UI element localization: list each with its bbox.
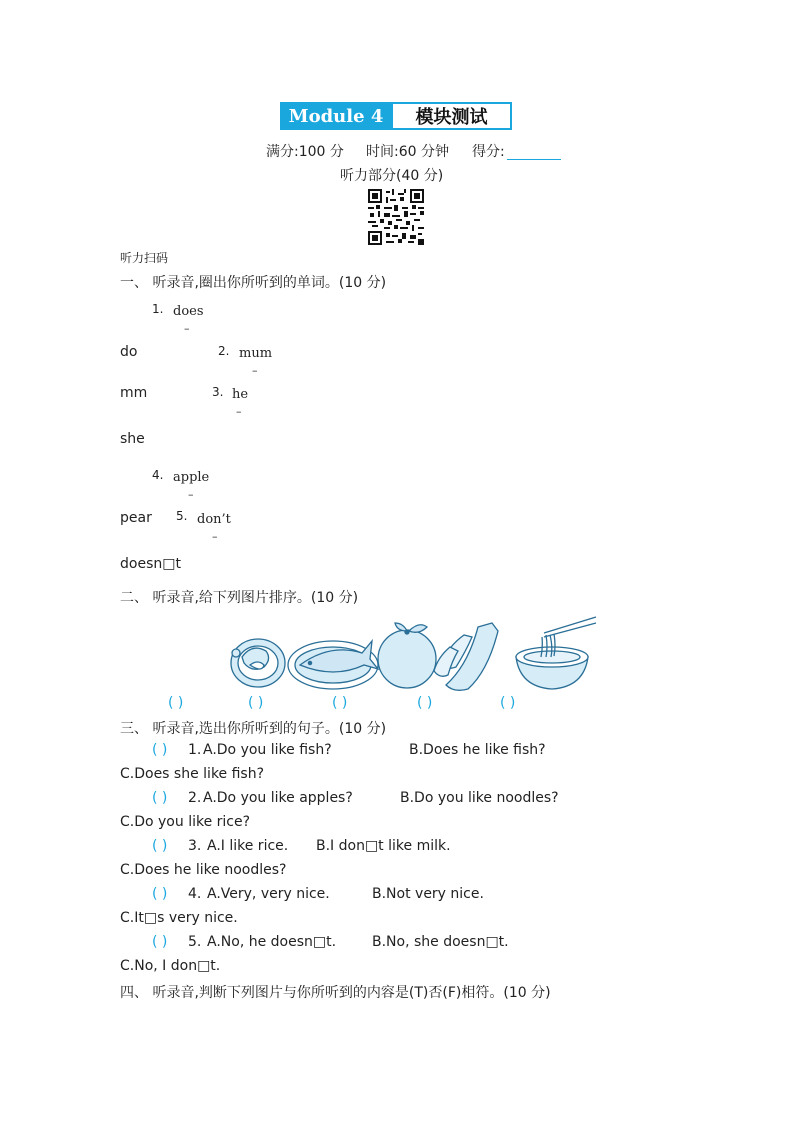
- s3-option-b[interactable]: B.Does he like fish?: [409, 742, 546, 758]
- s2-answer-bracket-1[interactable]: ( ): [168, 695, 184, 711]
- s3-answer-bracket[interactable]: ( ): [152, 886, 168, 902]
- s3-answer-bracket[interactable]: ( ): [152, 742, 168, 758]
- s3-answer-bracket[interactable]: ( ): [152, 934, 168, 950]
- s3-item-num: 5.: [188, 934, 202, 950]
- s2-answer-bracket-2[interactable]: ( ): [248, 695, 264, 711]
- s3-option-a[interactable]: A.No, he doesn□t.: [207, 934, 337, 950]
- s3-option-c[interactable]: C.No, I don□t.: [120, 958, 221, 974]
- s1-item5-option-a[interactable]: don’t: [197, 512, 231, 527]
- s1-item2-num: 2.: [218, 344, 230, 358]
- section2-heading: 二、 听录音,给下列图片排序。(10 分): [120, 590, 359, 606]
- score-label: 得分:: [472, 144, 505, 160]
- noodles-icon: [516, 617, 596, 689]
- s3-option-b[interactable]: B.Do you like noodles?: [400, 790, 559, 806]
- food-pictures: [228, 613, 600, 695]
- s1-item4-num: 4.: [152, 468, 164, 482]
- s3-option-b[interactable]: B.I don□t like milk.: [316, 838, 451, 854]
- food-plate-icon: [231, 639, 285, 687]
- fish-icon: [288, 641, 378, 689]
- s1-item4-option-b[interactable]: pear: [120, 510, 152, 526]
- s3-option-a[interactable]: A.Do you like fish?: [203, 742, 332, 758]
- s1-item1-option-b[interactable]: do: [120, 344, 138, 360]
- s1-item3-num: 3.: [212, 385, 224, 399]
- bananas-icon: [434, 623, 498, 690]
- s1-item1-option-a[interactable]: does: [173, 304, 204, 319]
- time-limit: 时间:60 分钟: [366, 144, 449, 160]
- module-label: Module 4: [282, 104, 390, 128]
- s1-dash: –: [188, 488, 194, 501]
- s3-answer-bracket[interactable]: ( ): [152, 790, 168, 806]
- listening-part: 听力部分(40 分): [340, 168, 444, 184]
- s1-item3-option-a[interactable]: he: [232, 387, 249, 402]
- s3-option-c[interactable]: C.It□s very nice.: [120, 910, 238, 926]
- s2-answer-bracket-3[interactable]: ( ): [332, 695, 348, 711]
- s3-option-a[interactable]: A.Very, very nice.: [207, 886, 330, 902]
- s3-option-c[interactable]: C.Does he like noodles?: [120, 862, 287, 878]
- s1-dash: –: [236, 405, 242, 418]
- section1-heading: 一、 听录音,圈出你所听到的单词。(10 分): [120, 275, 387, 291]
- s2-answer-bracket-4[interactable]: ( ): [417, 695, 433, 711]
- s3-option-c[interactable]: C.Do you like rice?: [120, 814, 251, 830]
- s1-dash: –: [184, 322, 190, 335]
- s1-dash: –: [252, 364, 258, 377]
- s3-option-a[interactable]: A.I like rice.: [207, 838, 289, 854]
- qr-label: 听力扫码: [120, 251, 169, 265]
- section4-heading: 四、 听录音,判断下列图片与你所听到的内容是(T)否(F)相符。(10 分): [120, 985, 551, 1001]
- test-title: 模块测试: [390, 104, 510, 128]
- s3-option-b[interactable]: B.Not very nice.: [372, 886, 484, 902]
- s3-option-c[interactable]: C.Does she like fish?: [120, 766, 265, 782]
- s3-answer-bracket[interactable]: ( ): [152, 838, 168, 854]
- s2-answer-bracket-5[interactable]: ( ): [500, 695, 516, 711]
- s1-item1-num: 1.: [152, 302, 164, 316]
- s3-item-num: 4.: [188, 886, 202, 902]
- s3-option-a[interactable]: A.Do you like apples?: [203, 790, 353, 806]
- module-title-box: [280, 102, 512, 130]
- s1-dash: –: [212, 530, 218, 543]
- s3-item-num: 2.: [188, 790, 202, 806]
- s1-item5-num: 5.: [176, 509, 188, 523]
- full-score: 满分:100 分: [266, 144, 344, 160]
- orange-icon: [378, 623, 436, 688]
- score-blank[interactable]: [507, 159, 561, 160]
- s1-item4-option-a[interactable]: apple: [173, 470, 210, 485]
- s3-item-num: 3.: [188, 838, 202, 854]
- s3-option-b[interactable]: B.No, she doesn□t.: [372, 934, 509, 950]
- s3-item-num: 1.: [188, 742, 202, 758]
- s1-item2-option-a[interactable]: mum: [239, 346, 273, 361]
- s1-item5-option-b[interactable]: doesn□t: [120, 556, 181, 572]
- s1-item3-option-b[interactable]: she: [120, 431, 145, 447]
- section3-heading: 三、 听录音,选出你所听到的句子。(10 分): [120, 721, 387, 737]
- qr-code-icon[interactable]: [368, 189, 424, 245]
- s1-item2-option-b[interactable]: mm: [120, 385, 148, 401]
